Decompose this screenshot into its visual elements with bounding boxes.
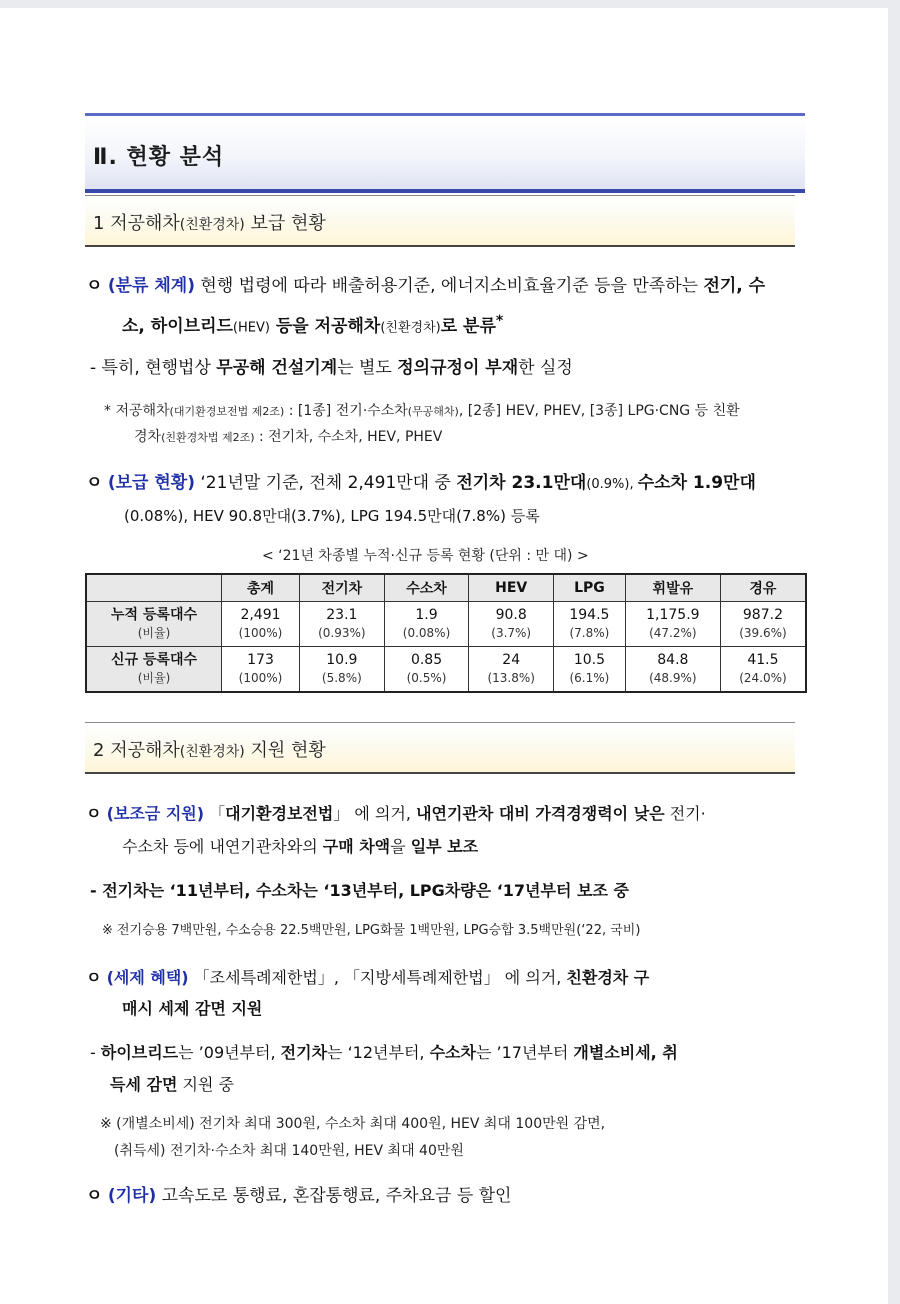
- registration-table: [85, 573, 807, 693]
- row-label: 신규 등록대수 (비율): [86, 647, 222, 693]
- table-cell: 10.9 (5.8%): [300, 647, 385, 693]
- paragraph-supply-status: ㅇ (보급 현황) ‘21년말 기준, 전체 2,491만대 중 전기차 23.1만대(0.9%), 수소차 1.9만대: [86, 473, 756, 493]
- table-header-cell: [86, 574, 222, 602]
- table-row: [86, 602, 806, 647]
- paragraph-tax-benefit-cont: 매시 세제 감면 지원: [122, 999, 263, 1018]
- paragraph-classification: ㅇ (분류 체계) 현행 법령에 따라 배출허용기준, 에너지소비효율기준 등을 만족하는 전기, 수: [86, 276, 766, 296]
- footnote-tax-amounts: ※ (개별소비세) 전기차 최대 300원, 수소차 최대 400원, HEV 최대 100만원 감면,: [100, 1116, 606, 1132]
- table-cell: 84.8 (48.9%): [625, 647, 720, 693]
- footnote-subsidy-amounts: ※ 전기승용 7백만원, 수소승용 22.5백만원, LPG화물 1백만원, LPG승합 3.5백만원(‘22, 국비): [102, 923, 641, 938]
- paragraph-construction: - 특히, 현행법상 무공해 건설기계는 별도 정의규정이 부재한 실정: [90, 358, 573, 378]
- table-header-cell: 총계: [222, 574, 300, 602]
- chapter-title: Ⅱ. 현황 분석: [93, 145, 225, 170]
- table-cell: 0.85 (0.5%): [384, 647, 469, 693]
- table-caption: < ‘21년 차종별 누적·신규 등록 현황 (단위 : 만 대) >: [262, 548, 589, 564]
- table-cell: 90.8 (3.7%): [469, 602, 554, 647]
- table-header-cell: HEV: [469, 574, 554, 602]
- row-label: 누적 등록대수 (비율): [86, 602, 222, 647]
- paragraph-supply-status-cont: (0.08%), HEV 90.8만대(3.7%), LPG 194.5만대(7.8%) 등록: [124, 507, 540, 525]
- paragraph-tax-years-cont: 득세 감면 지원 중: [110, 1075, 234, 1094]
- table-header-cell: 경유: [720, 574, 806, 602]
- table-cell: 41.5 (24.0%): [720, 647, 806, 693]
- table-header-cell: 수소차: [384, 574, 469, 602]
- paragraph-tax-benefit: ㅇ (세제 혜택) 「조세특례제한법」, 「지방세특례제한법」 에 의거, 친환경차 구: [86, 968, 650, 987]
- table-row: [86, 647, 806, 693]
- table-cell: 1.9 (0.08%): [384, 602, 469, 647]
- table-cell: 2,491 (100%): [222, 602, 300, 647]
- table-cell: 1,175.9 (47.2%): [625, 602, 720, 647]
- footnote-tax-amounts-cont: (취득세) 전기차·수소차 최대 140만원, HEV 최대 40만원: [114, 1143, 464, 1159]
- table-cell: 24 (13.8%): [469, 647, 554, 693]
- table-header-cell: 휘발유: [625, 574, 720, 602]
- chapter-header: [85, 113, 805, 193]
- paragraph-subsidy-cont: 수소차 등에 내연기관차와의 구매 차액을 일부 보조: [122, 837, 479, 856]
- paragraph-classification-cont: 소, 하이브리드(HEV) 등을 저공해차(친환경차)로 분류*: [122, 313, 504, 337]
- table-cell: 194.5 (7.8%): [554, 602, 626, 647]
- section-header-2: [85, 722, 795, 774]
- table-cell: 987.2 (39.6%): [720, 602, 806, 647]
- paragraph-subsidy: ㅇ (보조금 지원) 「대기환경보전법」 에 의거, 내연기관차 대비 가격경쟁력이 낮은 전기·: [86, 804, 706, 823]
- paragraph-tax-years: - 하이브리드는 ’09년부터, 전기차는 ‘12년부터, 수소차는 ’17년부터 개별소비세, 취: [90, 1043, 678, 1062]
- section-title-2: 2 저공해차(친환경차) 지원 현황: [93, 740, 326, 761]
- section-title-1: 1 저공해차(친환경차) 보급 현황: [93, 213, 326, 234]
- footnote-definition: * 저공해차(대기환경보전법 제2조) : [1종] 전기·수소차(무공해차), [2종] HEV, PHEV, [3종] LPG·CNG 등 친환: [104, 403, 740, 419]
- section-header-1: [85, 195, 795, 247]
- paragraph-subsidy-years: - 전기차는 ‘11년부터, 수소차는 ‘13년부터, LPG차량은 ‘17년부터 보조 중: [90, 881, 629, 900]
- table-cell: 23.1 (0.93%): [300, 602, 385, 647]
- table-cell: 10.5 (6.1%): [554, 647, 626, 693]
- table-header-cell: 전기차: [300, 574, 385, 602]
- table-header-cell: LPG: [554, 574, 626, 602]
- footnote-definition-cont: 경차(친환경차법 제2조) : 전기차, 수소차, HEV, PHEV: [134, 429, 443, 445]
- table-cell: 173 (100%): [222, 647, 300, 693]
- paragraph-other: ㅇ (기타) 고속도로 통행료, 혼잡통행료, 주차요금 등 할인: [86, 1186, 512, 1206]
